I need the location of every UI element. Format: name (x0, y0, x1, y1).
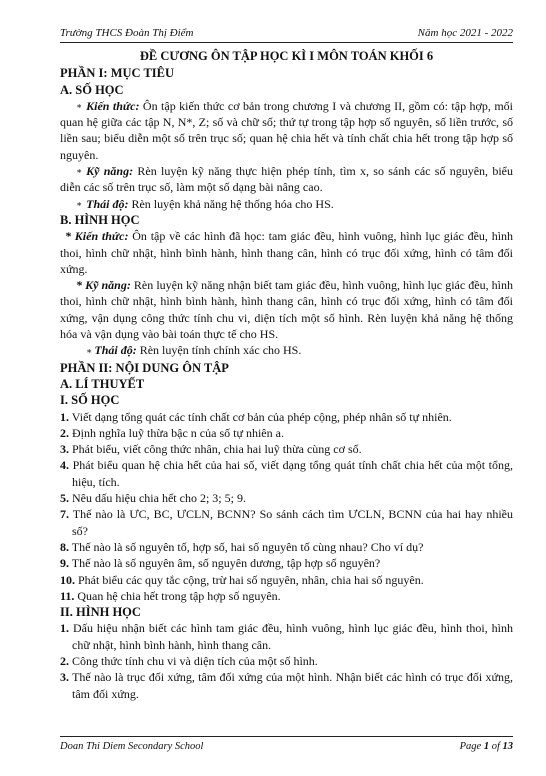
arithmetic-heading: I. SỐ HỌC (60, 393, 120, 408)
section-a-heading: A. SỐ HỌC (60, 82, 124, 97)
arithmetic-list (60, 409, 513, 605)
school-year: Năm học 2021 - 2022 (417, 27, 513, 39)
objective-knowledge: ∗ Kiến thức: Ôn tập kiến thức cơ bản trong chương I và chương II, gồm có: tập hợp, mối quan hệ giữa các tập N, N*, Z; số và chữ số; thứ tự trong tập hợp số nguyên, số liền trước, số liền sau; biểu diễn một số trên trục số; quan hệ chia hết và tính chất chia hết trong tập hợp số nguyên. (60, 98, 514, 162)
list-item: 4. Phát biểu quan hệ chia hết của hai số, viết dạng tổng quát tính chất chia hết của một tổng, hiệu, tích. (60, 458, 513, 489)
school-name: Trường THCS Đoàn Thị Điểm (60, 27, 194, 39)
page-footer (60, 741, 513, 752)
list-item: 1. Dấu hiệu nhận biết các hình tam giác đều, hình vuông, hình lục giác đều, hình thoi, hình chữ nhật, hình bình hành, hình thang cân. (60, 621, 513, 652)
section-b-heading: B. HÌNH HỌC (60, 212, 140, 227)
list-item: 5. Nêu dấu hiệu chia hết cho 2; 3; 5; 9. (60, 491, 246, 506)
list-item: 3. Phát biểu, viết công thức nhân, chia hai luỹ thừa cùng cơ số. (60, 442, 362, 457)
geometry-list (60, 620, 513, 701)
document-title: ĐỀ CƯƠNG ÔN TẬP HỌC KÌ I MÔN TOÁN KHỐI 6 (139, 49, 434, 63)
list-item: 3. Thế nào là trục đối xứng, tâm đối xứng của một hình. Nhận biết các hình có trục đối xứng, tâm đối xứng. (60, 670, 513, 701)
geometry-skills: * Kỹ năng: Rèn luyện kỹ năng nhận biết tam giác đều, hình vuông, hình lục giác đều, hình thoi, hình chữ nhật, hình bình hành, hình thang cân, hình có trục đối xứng, hình có tâm đối xứng, vận dụng công thức tính chu vi, diện tích một số hình. Rèn luyện khả năng hệ thống hóa và vận dụng vào bài toán thực tế cho HS. (60, 278, 513, 342)
page-number: Page 1 of 13 (459, 741, 513, 752)
footer-school: Doan Thi Diem Secondary School (60, 741, 204, 752)
list-item: 2. Công thức tính chu vi và diện tích của một số hình. (60, 653, 318, 668)
bullet-icon: ∗ (76, 198, 83, 209)
part2-heading: PHẦN II: NỘI DUNG ÔN TẬP (60, 360, 229, 375)
bullet-icon: ∗ (76, 166, 83, 177)
list-item: 8. Thế nào là số nguyên tố, hợp số, hai số nguyên tố cùng nhau? Cho ví dụ? (60, 539, 424, 554)
document-body (60, 46, 513, 702)
geometry-knowledge: * Kiến thức: Ôn tập về các hình đã học: tam giác đều, hình vuông, hình lục giác đều, hình thoi, hình chữ nhật, hình bình hành, hình thang cân, hình có trục đối xứng, hình có tâm đối xứng. (60, 229, 514, 276)
header-divider (60, 42, 513, 43)
objective-skills: ∗ Kỹ năng: Rèn luyện kỹ năng thực hiện phép tính, tìm x, so sánh các số nguyên, biểu diễn các số trên trục số, làm một số dạng bài nâng cao. (60, 164, 514, 195)
theory-heading: A. LÍ THUYẾT (60, 376, 145, 391)
list-item: 9. Thế nào là số nguyên âm, số nguyên dương, tập hợp số nguyên? (60, 556, 381, 571)
list-item: 2. Định nghĩa luỹ thừa bậc n của số tự nhiên a. (60, 425, 284, 440)
part1-heading: PHẦN I: MỤC TIÊU (60, 66, 175, 81)
objective-attitude: ∗ Thái độ: Rèn luyện khả năng hệ thống hóa cho HS. (76, 196, 334, 211)
list-item: 7. Thế nào là ƯC, BC, ƯCLN, BCNN? So sánh cách tìm ƯCLN, BCNN của hai hay nhiều số? (60, 507, 513, 538)
list-item: 11. Quan hệ chia hết trong tập hợp số nguyên. (60, 588, 281, 603)
bullet-icon: ∗ (76, 100, 83, 111)
geometry-attitude: ∗ Thái độ: Rèn luyện tính chính xác cho HS. (86, 343, 302, 358)
page-header (60, 27, 513, 39)
list-item: 1. Viết dạng tổng quát các tính chất cơ bản của phép cộng, phép nhân số tự nhiên. (60, 409, 452, 424)
footer-divider (60, 736, 513, 737)
list-item: 10. Phát biểu các quy tắc cộng, trừ hai số nguyên, nhân, chia hai số nguyên. (60, 572, 424, 587)
geometry-heading: II. HÌNH HỌC (60, 605, 141, 620)
